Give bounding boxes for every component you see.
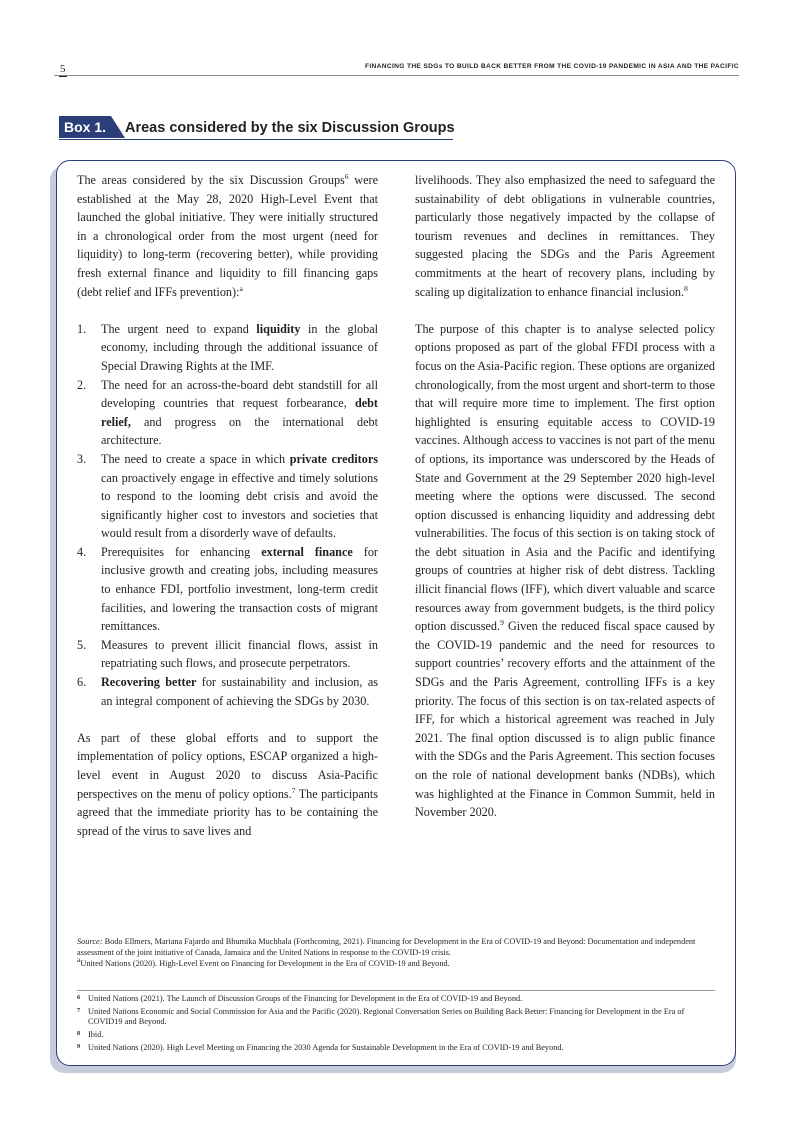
page-number: 5 [60, 63, 66, 75]
list-item: 3. The need to create a space in which private creditors can proactively engage in effective and timely solutions to respond to the looming debt crisis and avoid the significantly higher cost to investors and societies that would result from a disorderly wave of defaults. [77, 451, 378, 541]
left-column [77, 171, 378, 859]
continuation-paragraph: livelihoods. They also emphasized the need to safeguard the sustainability of debt obligations in vulnerable countries, particularly those negatively impacted by the collapse of tourism revenues and declines in remittances. They suggested placing the SDGs and the Paris Agreement commitments at the heart of recovery plans, including by scaling up digitalization to enhance financial inclusion.$^8$ [415, 173, 715, 299]
heading-underline [59, 139, 453, 140]
source-note: $^a$United Nations (2020). High-Level Event on Financing for Development in the Era of COVID-19 and Beyond. [77, 955, 450, 968]
list-item: 5. Measures to prevent illicit financial flows, assist in repatriating such flows, and prosecute perpetrators. [77, 637, 378, 671]
footnote-divider [77, 990, 715, 991]
footnote: 6 United Nations (2021). The Launch of Discussion Groups of the Financing for Development in the Era of COVID-19 and Beyond. [77, 994, 523, 1003]
purpose-paragraph: The purpose of this chapter is to analyse selected policy options proposed as part of the global FFDI process with a focus on the Asia-Pacific region. These options are organized chronologically, from the most urgent and short-term to those that will require more time to implement. The first option highlighted is ensuring equitable access to COVID-19 vaccines. Although access to vaccines is not part of the menu of options, its importance was underscored by the Heads of State and Government at the 29 September 2020 high-level meeting where the options were discussed. The second option discussed is enhancing liquidity and addressing debt vulnerabilities. The focus of this section is on taking stock of the debt situation in Asia and the Pacific and identifying groups of countries at higher risk of debt distress. Tackling illicit financial flows (IFF), which divert valuable and scarce resources away from government budgets, is the third policy option discussed.$^9$ Given the reduced fiscal space caused by the COVID-19 pandemic and the need for resources to support countries’ recovery efforts and the attainment of the SDGs and the Paris Agreement, controlling IFFs is a key priority. The focus of this section is on tax-related aspects of IFF, for which a historical agreement was reached in July 2021. The final option discussed is to align public finance with the SDGs and the Paris Agreement. This section focuses on the role of national development banks (NDBs), which was highlighted at the Finance in Common Summit, held in November 2020. [415, 321, 715, 820]
closing-paragraph: As part of these global efforts and to support the implementation of policy options, ESCAP organized a high-level event in August 2020 to discuss Asia-Pacific perspectives on the menu of policy options.$^7$ The participants agreed that the immediate priority has to be containing the spread of the virus to save lives and [77, 730, 378, 838]
box-label: Box 1. [59, 116, 111, 138]
box-label-arrow [111, 116, 125, 138]
footnote: 7 United Nations Economic and Social Commission for Asia and the Pacific (2020). Regional Conversation Series on Building Back Better: Financing for Development in the Era of COVID19 and Beyond. [77, 1006, 685, 1027]
footnotes [77, 994, 717, 1056]
header-divider [54, 75, 739, 76]
box-title: Areas considered by the six Discussion Groups [125, 120, 455, 136]
source-citation: Source: Bodo Ellmers, Mariana Fajardo and Bhumika Muchhala (Forthcoming, 2021). Financing for Development in the Era of COVID-19 and Beyond: Documentation and independent assessment of the joint initiative of Canada, Jamaica and the United Nations in response to the COVID-19 crisis. [77, 937, 696, 957]
list-item: 4. Prerequisites for enhancing external finance for inclusive growth and creating jobs, including measures to enhance FDI, portfolio investment, long-term credit facilities, and lowering the transaction costs of migrant remittances. [77, 544, 378, 634]
intro-paragraph: The areas considered by the six Discussion Groups$^6$ were established at the May 28, 2020 High-Level Event that launched the global initiative. They were initially structured in a chronological order from the most urgent (need for liquidity) to long-term (recovering better), while providing fresh external finance and liquidity to fill financing gaps (debt relief and IFFs prevention):$^a$ [77, 171, 378, 299]
list-item: 6. Recovering better for sustainability and inclusion, as an integral component of achieving the SDGs by 2030. [77, 675, 378, 708]
box-source [77, 936, 717, 969]
areas-list [77, 320, 378, 710]
list-item: 2. The need for an across-the-board debt standstill for all developing countries that request forbearance, debt relief, and progress on the international debt architecture. [77, 377, 378, 448]
footnote: 8 Ibid. [77, 1030, 104, 1040]
running-title: FINANCING THE SDGs TO BUILD BACK BETTER FROM THE COVID-19 PANDEMIC IN ASIA AND THE PACIFIC [364, 63, 739, 70]
right-column [415, 171, 715, 840]
list-item: 1. The urgent need to expand liquidity in the global economy, including through the additional issuance of Special Drawing Rights at the IMF. [77, 321, 378, 373]
footnote: 9 United Nations (2020). High Level Meeting on Financing the 2030 Agenda for Sustainable Development in the Era of COVID-19 and Beyond. [77, 1042, 564, 1052]
